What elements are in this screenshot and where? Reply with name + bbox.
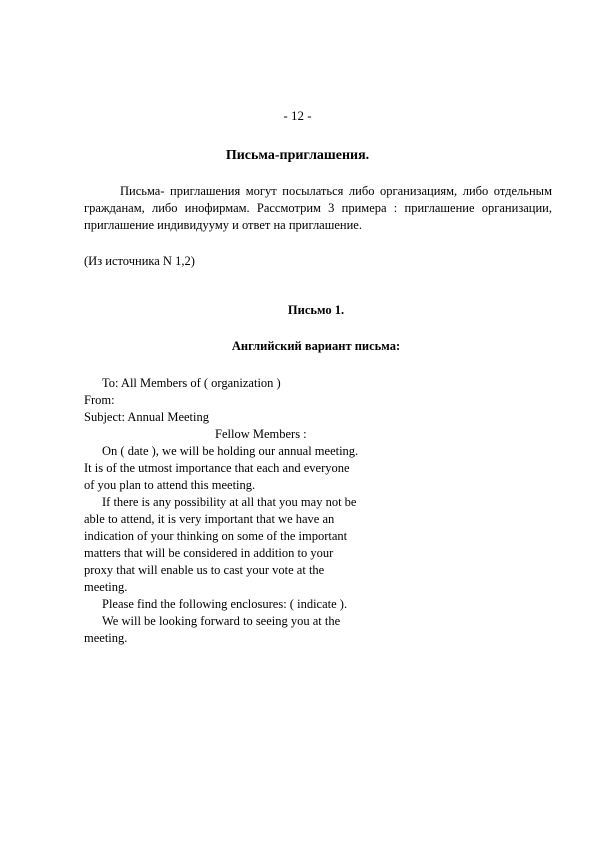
letter-from-line: From:	[84, 393, 115, 407]
letter-to-line: To: All Members of ( organization )	[102, 376, 281, 390]
intro-paragraph	[84, 183, 552, 234]
source-note: (Из источника N 1,2)	[84, 254, 195, 268]
page-number: - 12 -	[283, 108, 312, 123]
letter-salutation: Fellow Members :	[215, 427, 307, 441]
letter-line: of you plan to attend this meeting.	[84, 478, 256, 492]
letter-title: Письмо 1.	[287, 303, 345, 317]
letter-line: meeting.	[84, 631, 128, 645]
letter-line: meeting.	[84, 580, 128, 594]
letter-line: matters that will be considered in addition to your	[84, 546, 334, 560]
intro-text: Письма- приглашения могут посылаться либо организациям, либо отдельным гражданам, либо инофирмам. Рассмотрим 3 примера : приглашение организации, приглашение индивидууму и ответ на приглашение.	[84, 184, 552, 232]
letter-line: able to attend, it is very important that we have an	[84, 512, 335, 526]
letter-body	[84, 375, 404, 647]
page-title: Письма-приглашения.	[225, 148, 370, 163]
letter-line: On ( date ), we will be holding our annual meeting.	[102, 444, 359, 458]
letter-subject-line: Subject: Annual Meeting	[84, 410, 209, 424]
letter-line: Please find the following enclosures: ( indicate ).	[102, 597, 348, 611]
letter-line: We will be looking forward to seeing you at the	[102, 614, 341, 628]
letter-subtitle: Английский вариант письма:	[231, 339, 401, 353]
letter-line: If there is any possibility at all that you may not be	[102, 495, 357, 509]
letter-line: indication of your thinking on some of the important	[84, 529, 348, 543]
letter-line: proxy that will enable us to cast your vote at the	[84, 563, 325, 577]
letter-line: It is of the utmost importance that each and everyone	[84, 461, 350, 475]
